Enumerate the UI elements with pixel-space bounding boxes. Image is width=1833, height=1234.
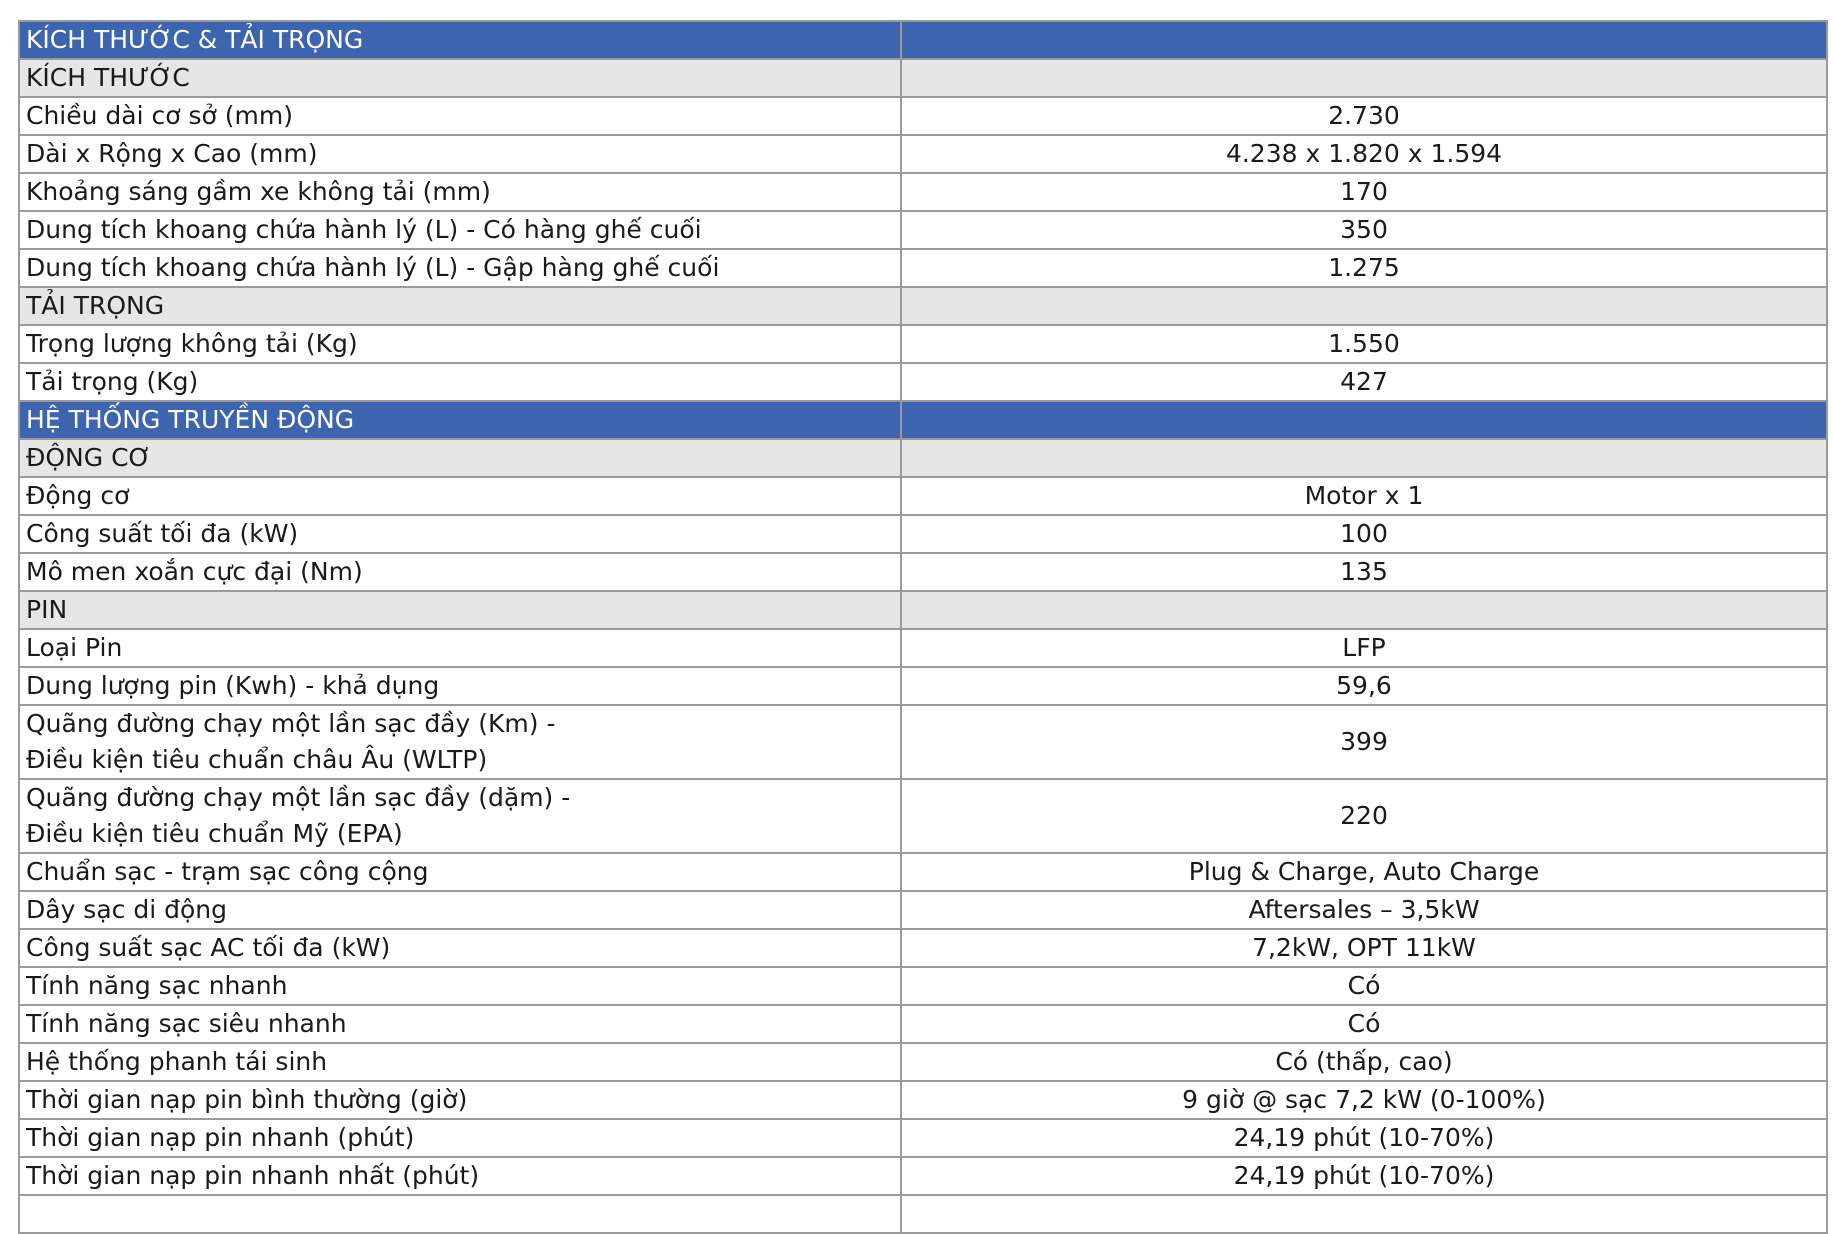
spec-label: Tải trọng (Kg) [19,363,901,401]
spec-row [19,97,1827,135]
spec-value: 9 giờ @ sạc 7,2 kW (0-100%) [901,1081,1827,1119]
spec-label: Trọng lượng không tải (Kg) [19,325,901,363]
spec-value: 1.275 [901,249,1827,287]
spec-value: 220 [901,779,1827,853]
spec-value: Có (thấp, cao) [901,1043,1827,1081]
spec-label: Mô men xoắn cực đại (Nm) [19,553,901,591]
section-header-row [19,21,1827,59]
spec-value: 399 [901,705,1827,779]
spec-row [19,1005,1827,1043]
subsection-title: TẢI TRỌNG [19,287,901,325]
spec-row [19,929,1827,967]
spec-label: Dây sạc di động [19,891,901,929]
spec-label: Chuẩn sạc - trạm sạc công cộng [19,853,901,891]
spec-table-body [19,21,1827,1233]
spec-label: Dung tích khoang chứa hành lý (L) - Có hàng ghế cuối [19,211,901,249]
spec-label: Thời gian nạp pin bình thường (giờ) [19,1081,901,1119]
cropped-row [19,1195,1827,1233]
spec-value: Plug & Charge, Auto Charge [901,853,1827,891]
spec-row [19,553,1827,591]
spec-label: Dài x Rộng x Cao (mm) [19,135,901,173]
spec-value: 2.730 [901,97,1827,135]
spec-value: 135 [901,553,1827,591]
spec-label: Tính năng sạc nhanh [19,967,901,1005]
spec-value: Có [901,1005,1827,1043]
spec-row [19,363,1827,401]
spec-value: 1.550 [901,325,1827,363]
spec-row [19,1081,1827,1119]
spec-row [19,1157,1827,1195]
subsection-title: ĐỘNG CƠ [19,439,901,477]
spec-row [19,967,1827,1005]
spec-label: Hệ thống phanh tái sinh [19,1043,901,1081]
spec-label-line: Điều kiện tiêu chuẩn Mỹ (EPA) [26,819,403,848]
subsection-header-row [19,591,1827,629]
spec-value: Motor x 1 [901,477,1827,515]
spec-value: 59,6 [901,667,1827,705]
spec-row [19,173,1827,211]
section-title: KÍCH THƯỚC & TẢI TRỌNG [19,21,901,59]
spec-label: Công suất tối đa (kW) [19,515,901,553]
spec-row [19,515,1827,553]
spec-value: 24,19 phút (10-70%) [901,1157,1827,1195]
spec-value: 7,2kW, OPT 11kW [901,929,1827,967]
section-header-row [19,401,1827,439]
spec-label: Thời gian nạp pin nhanh (phút) [19,1119,901,1157]
spec-row [19,1119,1827,1157]
subsection-value-cell [901,591,1827,629]
spec-value: Có [901,967,1827,1005]
spec-label: Động cơ [19,477,901,515]
subsection-value-cell [901,287,1827,325]
spec-row [19,779,1827,853]
spec-label: Chiều dài cơ sở (mm) [19,97,901,135]
spec-label: Dung lượng pin (Kwh) - khả dụng [19,667,901,705]
spec-value: LFP [901,629,1827,667]
spec-value: 350 [901,211,1827,249]
spec-label-line: Điều kiện tiêu chuẩn châu Âu (WLTP) [26,745,488,774]
cropped-cell [19,1195,901,1233]
spec-row [19,667,1827,705]
subsection-title: PIN [19,591,901,629]
spec-value: 427 [901,363,1827,401]
spec-row [19,1043,1827,1081]
section-value-cell [901,21,1827,59]
spec-label [19,779,901,853]
spec-row [19,325,1827,363]
spec-label: Khoảng sáng gầm xe không tải (mm) [19,173,901,211]
spec-value: Aftersales – 3,5kW [901,891,1827,929]
spec-label: Dung tích khoang chứa hành lý (L) - Gập hàng ghế cuối [19,249,901,287]
spec-label: Tính năng sạc siêu nhanh [19,1005,901,1043]
spec-label-line: Quãng đường chạy một lần sạc đầy (Km) - [26,709,556,738]
spec-row [19,705,1827,779]
subsection-header-row [19,439,1827,477]
spec-value: 4.238 x 1.820 x 1.594 [901,135,1827,173]
spec-row [19,891,1827,929]
spec-value: 24,19 phút (10-70%) [901,1119,1827,1157]
spec-row [19,249,1827,287]
spec-label [19,705,901,779]
section-value-cell [901,401,1827,439]
spec-row [19,211,1827,249]
section-title: HỆ THỐNG TRUYỀN ĐỘNG [19,401,901,439]
spec-table [18,20,1828,1234]
spec-value: 100 [901,515,1827,553]
subsection-header-row [19,287,1827,325]
spec-label: Loại Pin [19,629,901,667]
spec-row [19,853,1827,891]
subsection-value-cell [901,59,1827,97]
spec-row [19,135,1827,173]
subsection-header-row [19,59,1827,97]
spec-value: 170 [901,173,1827,211]
spec-row [19,629,1827,667]
spec-label: Thời gian nạp pin nhanh nhất (phút) [19,1157,901,1195]
cropped-cell [901,1195,1827,1233]
subsection-title: KÍCH THƯỚC [19,59,901,97]
spec-label-line: Quãng đường chạy một lần sạc đầy (dặm) - [26,783,571,812]
spec-label: Công suất sạc AC tối đa (kW) [19,929,901,967]
spec-row [19,477,1827,515]
subsection-value-cell [901,439,1827,477]
